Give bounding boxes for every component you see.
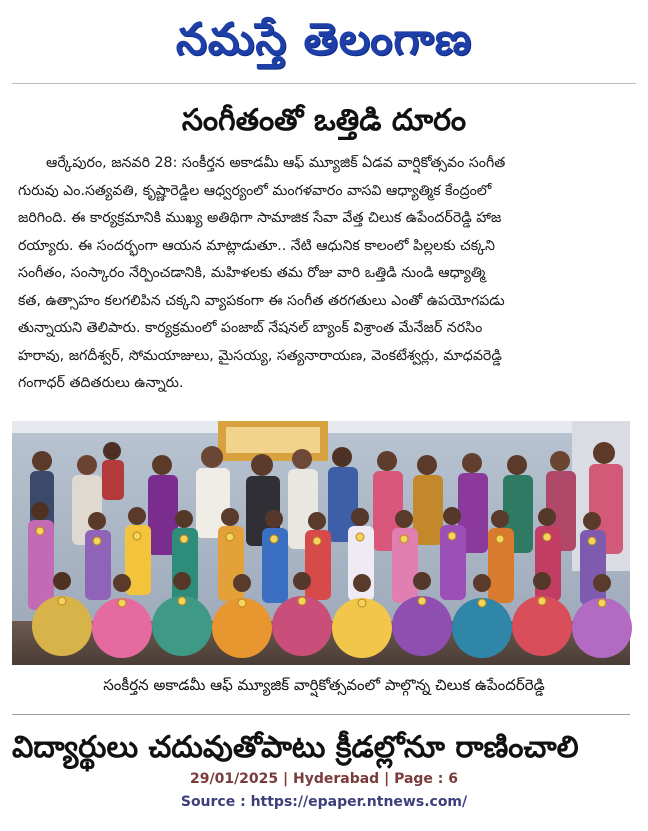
article-photo	[12, 421, 630, 665]
group-photo-illustration	[12, 421, 630, 665]
article-body-line: గురువు ఎం.సత్యవతి, కృష్ణారెడ్డిల ఆధ్వర్యంలో మంగళవారం వాసవి ఆధ్యాత్మిక కేంద్రంలో	[18, 182, 492, 199]
article-headline: సంగీతంతో ఒత్తిడి దూరం	[181, 103, 467, 138]
photo-caption: సంకీర్తన అకాడమీ ఆఫ్ మ్యూజిక్ వార్షికోత్సవంలో పాల్గొన్న చిలుక ఉపేందర్‌రెడ్డి	[103, 676, 545, 694]
article-body-line: సంగీతం, సంస్కారం నేర్పించడానికి, మహిళలకు తమ రోజు వారి ఒత్తిడి నుండి ఆధ్యాత్మి	[18, 265, 486, 281]
footer-source-line: Source : https://epaper.ntnews.com/	[180, 794, 468, 810]
masthead-title: నమస్తే తెలంగాణ	[175, 14, 473, 65]
next-article-headline-text: విద్యార్థులు చదువుతోపాటు క్రీడల్లోనూ రాణించాలి	[12, 730, 579, 765]
article-body-line: కత, ఉత్సాహం కలగలిపిన చక్కని వ్యాపకంగా ఈ సంగీత తరగతులు ఎంతో ఉపయోగపడు	[18, 292, 505, 309]
article-body-line: హరావు, జగదీశ్వర్, సోమయాజులు, మైసయ్య, సత్యనారాయణ, వెంకటేశ్వర్లు, మాధవరెడ్డి	[18, 347, 502, 364]
article-body-line: జరిగింది. ఈ కార్యక్రమానికి ముఖ్య అతిథిగా సామాజిక సేవా వేత్త చిలుక ఉపేందర్‌రెడ్డి హాజ	[18, 210, 502, 226]
article-body-line: తున్నాయని తెలిపారు. కార్యక్రమంలో పంజాబ్ నేషనల్ బ్యాంక్ విశ్రాంత మేనేజర్ నరసిం	[18, 320, 483, 336]
footer-date-line: 29/01/2025 | Hyderabad | Page : 6	[189, 771, 459, 787]
masthead-divider	[12, 83, 636, 84]
article-body-line: రయ్యారు. ఈ సందర్భంగా ఆయన మాట్లాడుతూ.. నేటి ఆధునిక కాలంలో పిల్లలకు చక్కని	[18, 237, 496, 254]
newspaper-masthead	[0, 8, 648, 76]
article-divider	[12, 714, 630, 715]
article-body-line: ఆర్కేపురం, జనవరి 28: సంకీర్తన అకాడమీ ఆఫ్ మ్యూజిక్ ఏడవ వార్షికోత్సవం సంగీత	[46, 155, 506, 171]
next-article-headline	[12, 722, 636, 765]
article-body-line: గంగాధర్ తదితరులు ఉన్నారు.	[18, 375, 184, 391]
article-body	[18, 150, 630, 398]
